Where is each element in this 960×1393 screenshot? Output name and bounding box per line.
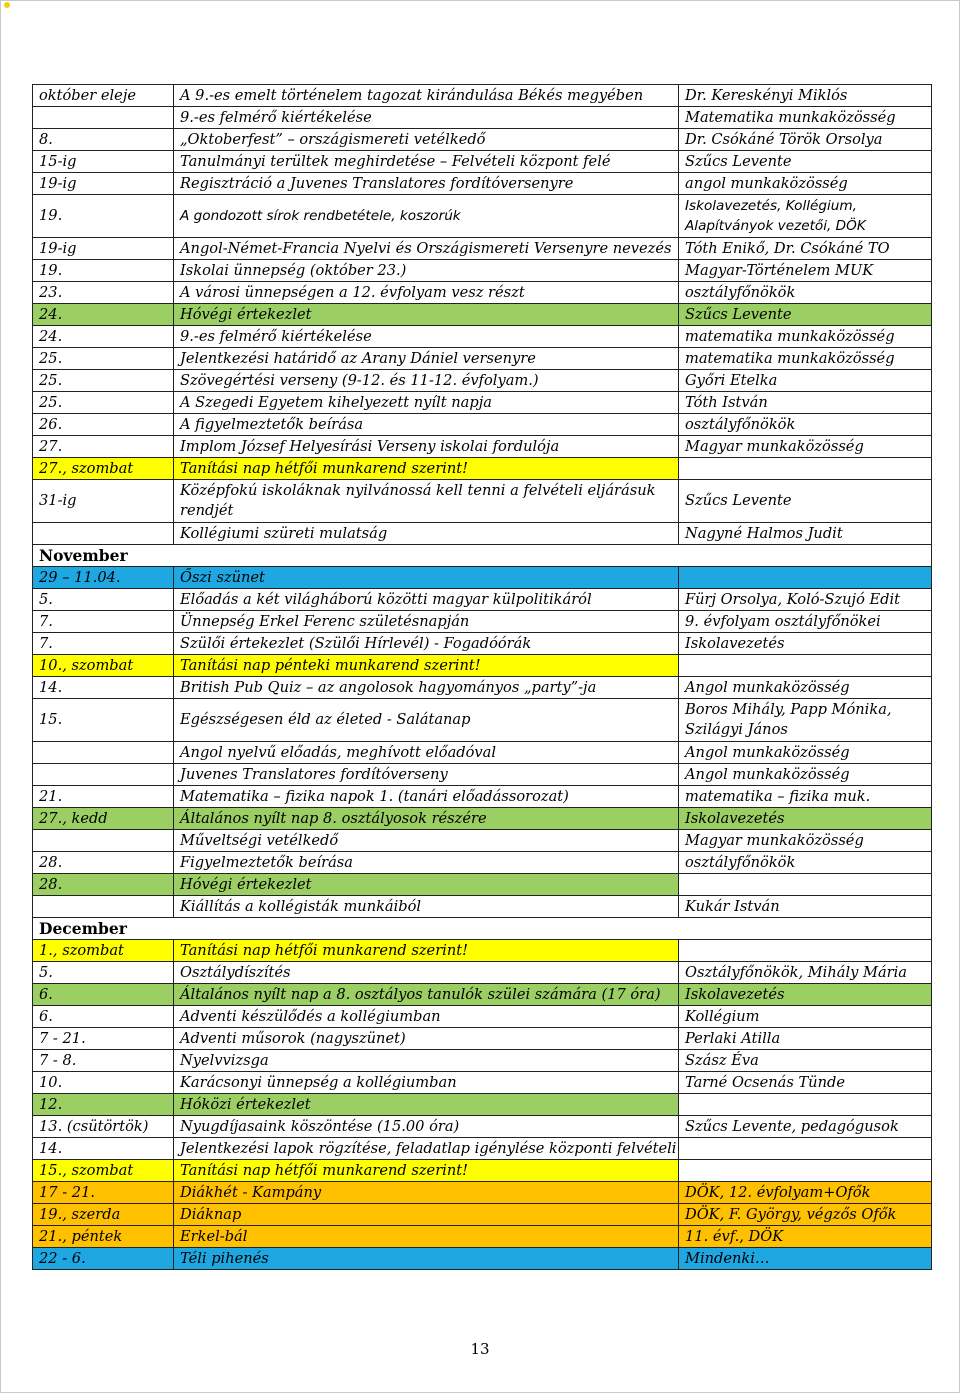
responsible-cell: Szűcs Levente	[679, 480, 932, 523]
event-cell: Ünnepség Erkel Ferenc születésnapján	[174, 611, 679, 633]
date-cell: 13. (csütörtök)	[33, 1116, 174, 1138]
event-cell: Iskolai ünnepség (október 23.)	[174, 260, 679, 282]
event-cell: Nyelvvizsga	[174, 1050, 679, 1072]
responsible-cell: Boros Mihály, Papp Mónika, Szilágyi János	[679, 699, 932, 742]
date-cell: 21.	[33, 786, 174, 808]
event-cell: Hóvégi értekezlet	[174, 874, 679, 896]
table-row	[33, 655, 932, 677]
date-cell: 19., szerda	[33, 1204, 174, 1226]
date-cell	[33, 523, 174, 545]
date-cell: 14.	[33, 677, 174, 699]
date-cell: 5.	[33, 962, 174, 984]
event-cell: Karácsonyi ünnepség a kollégiumban	[174, 1072, 679, 1094]
responsible-cell: Osztályfőnökök, Mihály Mária	[679, 962, 932, 984]
event-cell: Matematika – fizika napok 1. (tanári előadássorozat)	[174, 786, 679, 808]
responsible-cell	[679, 1094, 932, 1116]
table-row	[33, 1050, 932, 1072]
event-cell: Diákhét - Kampány	[174, 1182, 679, 1204]
responsible-cell	[679, 940, 932, 962]
responsible-cell: Dr. Kereskényi Miklós	[679, 85, 932, 107]
event-cell: Tanítási nap hétfői munkarend szerint!	[174, 458, 679, 480]
responsible-cell: Szász Éva	[679, 1050, 932, 1072]
table-row	[33, 238, 932, 260]
table-row	[33, 874, 932, 896]
event-cell: Hóvégi értekezlet	[174, 304, 679, 326]
table-row	[33, 611, 932, 633]
date-cell: 15.	[33, 699, 174, 742]
responsible-cell: Magyar munkaközösség	[679, 830, 932, 852]
table-row	[33, 567, 932, 589]
event-cell: Juvenes Translatores fordítóverseny	[174, 764, 679, 786]
responsible-cell: DÖK, F. György, végzős Ofők	[679, 1204, 932, 1226]
date-cell: 21., péntek	[33, 1226, 174, 1248]
responsible-cell: Iskolavezetés, Kollégium, Alapítványok vezetői, DÖK	[679, 195, 932, 238]
event-cell: Téli pihenés	[174, 1248, 679, 1270]
event-cell: Osztálydíszítés	[174, 962, 679, 984]
event-cell: Jelentkezési lapok rögzítése, feladatlap igénylése központi felvételi	[174, 1138, 679, 1160]
table-row	[33, 151, 932, 173]
table-row	[33, 458, 932, 480]
event-cell: A Szegedi Egyetem kihelyezett nyílt napja	[174, 392, 679, 414]
event-cell: 9.-es felmérő kiértékelése	[174, 326, 679, 348]
event-cell: Angol nyelvű előadás, meghívott előadóval	[174, 742, 679, 764]
responsible-cell: angol munkaközösség	[679, 173, 932, 195]
date-cell: 29 – 11.04.	[33, 567, 174, 589]
responsible-cell: matematika munkaközösség	[679, 326, 932, 348]
event-cell: Szülői értekezlet (Szülői Hírlevél) - Fogadóórák	[174, 633, 679, 655]
date-cell: 12.	[33, 1094, 174, 1116]
date-cell: 7.	[33, 611, 174, 633]
date-cell: 24.	[33, 326, 174, 348]
table-row	[33, 786, 932, 808]
table-row	[33, 1094, 932, 1116]
table-row	[33, 348, 932, 370]
event-cell: A 9.-es emelt történelem tagozat kirándulása Békés megyében	[174, 85, 679, 107]
responsible-cell: osztályfőnökök	[679, 852, 932, 874]
responsible-cell: Dr. Csókáné Török Orsolya	[679, 129, 932, 151]
event-cell: Adventi készülődés a kollégiumban	[174, 1006, 679, 1028]
table-row	[33, 1182, 932, 1204]
responsible-cell	[679, 567, 932, 589]
table-row	[33, 436, 932, 458]
responsible-cell: Tarné Ocsenás Tünde	[679, 1072, 932, 1094]
table-row	[33, 1116, 932, 1138]
table-row	[33, 852, 932, 874]
event-cell: Általános nyílt nap a 8. osztályos tanulók szülei számára (17 óra)	[174, 984, 679, 1006]
responsible-cell: Mindenki…	[679, 1248, 932, 1270]
date-cell	[33, 107, 174, 129]
responsible-cell: matematika munkaközösség	[679, 348, 932, 370]
event-cell: British Pub Quiz – az angolosok hagyományos „party”-ja	[174, 677, 679, 699]
date-cell: 22 - 6.	[33, 1248, 174, 1270]
responsible-cell: Kukár István	[679, 896, 932, 918]
table-row	[33, 1028, 932, 1050]
date-cell: 10., szombat	[33, 655, 174, 677]
table-row	[33, 962, 932, 984]
event-cell: Műveltségi vetélkedő	[174, 830, 679, 852]
table-row	[33, 1248, 932, 1270]
responsible-cell: Magyar munkaközösség	[679, 436, 932, 458]
responsible-cell: Angol munkaközösség	[679, 677, 932, 699]
table-row	[33, 523, 932, 545]
table-row	[33, 304, 932, 326]
event-cell: Tanítási nap hétfői munkarend szerint!	[174, 1160, 679, 1182]
date-cell	[33, 830, 174, 852]
table-row	[33, 173, 932, 195]
responsible-cell: Fürj Orsolya, Koló-Szujó Edit	[679, 589, 932, 611]
responsible-cell: osztályfőnökök	[679, 414, 932, 436]
table-row	[33, 633, 932, 655]
responsible-cell: matematika – fizika muk.	[679, 786, 932, 808]
month-header: December	[33, 918, 932, 940]
date-cell: 27., kedd	[33, 808, 174, 830]
event-cell: Kiállítás a kollégisták munkáiból	[174, 896, 679, 918]
table-row	[33, 414, 932, 436]
date-cell: 7 - 8.	[33, 1050, 174, 1072]
table-row	[33, 940, 932, 962]
date-cell: 15., szombat	[33, 1160, 174, 1182]
responsible-cell: Tóth Enikő, Dr. Csókáné TO	[679, 238, 932, 260]
event-cell: Erkel-bál	[174, 1226, 679, 1248]
responsible-cell: DÖK, 12. évfolyam+Ofők	[679, 1182, 932, 1204]
event-cell: Regisztráció a Juvenes Translatores fordítóversenyre	[174, 173, 679, 195]
table-row	[33, 742, 932, 764]
responsible-cell: Matematika munkaközösség	[679, 107, 932, 129]
responsible-cell: Perlaki Atilla	[679, 1028, 932, 1050]
date-cell: október eleje	[33, 85, 174, 107]
schedule-table	[32, 84, 932, 1270]
table-row	[33, 326, 932, 348]
table-row	[33, 260, 932, 282]
event-cell: Tanítási nap hétfői munkarend szerint!	[174, 940, 679, 962]
responsible-cell: Szűcs Levente	[679, 151, 932, 173]
date-cell: 28.	[33, 874, 174, 896]
event-cell: Általános nyílt nap 8. osztályosok részére	[174, 808, 679, 830]
table-row	[33, 1226, 932, 1248]
table-row	[33, 282, 932, 304]
table-row	[33, 195, 932, 238]
corner-mark	[4, 2, 10, 8]
responsible-cell: Magyar-Történelem MUK	[679, 260, 932, 282]
date-cell: 25.	[33, 348, 174, 370]
date-cell: 7 - 21.	[33, 1028, 174, 1050]
table-row	[33, 830, 932, 852]
date-cell	[33, 742, 174, 764]
date-cell	[33, 896, 174, 918]
schedule-body	[33, 85, 932, 1270]
event-cell: 9.-es felmérő kiértékelése	[174, 107, 679, 129]
table-row	[33, 1204, 932, 1226]
date-cell: 15-ig	[33, 151, 174, 173]
event-cell: Előadás a két világháború közötti magyar külpolitikáról	[174, 589, 679, 611]
responsible-cell: 9. évfolyam osztályfőnökei	[679, 611, 932, 633]
responsible-cell	[679, 458, 932, 480]
event-cell: Figyelmeztetők beírása	[174, 852, 679, 874]
responsible-cell	[679, 874, 932, 896]
event-cell: Tanítási nap pénteki munkarend szerint!	[174, 655, 679, 677]
event-cell: A figyelmeztetők beírása	[174, 414, 679, 436]
event-cell: A gondozott sírok rendbetétele, koszorúk	[174, 195, 679, 238]
date-cell: 19.	[33, 260, 174, 282]
responsible-cell: Tóth István	[679, 392, 932, 414]
event-cell: Őszi szünet	[174, 567, 679, 589]
table-row	[33, 480, 932, 523]
date-cell: 7.	[33, 633, 174, 655]
event-cell: Jelentkezési határidő az Arany Dániel versenyre	[174, 348, 679, 370]
table-row	[33, 896, 932, 918]
responsible-cell: Szűcs Levente, pedagógusok	[679, 1116, 932, 1138]
date-cell: 31-ig	[33, 480, 174, 523]
table-row	[33, 1072, 932, 1094]
responsible-cell	[679, 1160, 932, 1182]
event-cell: Tanulmányi terültek meghirdetése – Felvételi központ felé	[174, 151, 679, 173]
responsible-cell: Iskolavezetés	[679, 808, 932, 830]
event-cell: Kollégiumi szüreti mulatság	[174, 523, 679, 545]
responsible-cell: Szűcs Levente	[679, 304, 932, 326]
responsible-cell: Győri Etelka	[679, 370, 932, 392]
event-cell: Középfokú iskoláknak nyilvánossá kell tenni a felvételi eljárásuk rendjét	[174, 480, 679, 523]
table-row	[33, 808, 932, 830]
date-cell: 23.	[33, 282, 174, 304]
table-row	[33, 1160, 932, 1182]
date-cell: 24.	[33, 304, 174, 326]
date-cell: 5.	[33, 589, 174, 611]
responsible-cell: Iskolavezetés	[679, 984, 932, 1006]
table-row	[33, 1138, 932, 1160]
responsible-cell	[679, 1138, 932, 1160]
table-row	[33, 85, 932, 107]
event-cell: A városi ünnepségen a 12. évfolyam vesz részt	[174, 282, 679, 304]
date-cell: 26.	[33, 414, 174, 436]
date-cell: 17 - 21.	[33, 1182, 174, 1204]
responsible-cell: osztályfőnökök	[679, 282, 932, 304]
date-cell: 14.	[33, 1138, 174, 1160]
date-cell: 28.	[33, 852, 174, 874]
table-row	[33, 589, 932, 611]
date-cell: 6.	[33, 1006, 174, 1028]
table-row	[33, 370, 932, 392]
responsible-cell: 11. évf., DÖK	[679, 1226, 932, 1248]
table-row	[33, 1006, 932, 1028]
event-cell: Angol-Német-Francia Nyelvi és Országismereti Versenyre nevezés	[174, 238, 679, 260]
responsible-cell: Kollégium	[679, 1006, 932, 1028]
event-cell: Szövegértési verseny (9-12. és 11-12. évfolyam.)	[174, 370, 679, 392]
date-cell: 19.	[33, 195, 174, 238]
date-cell: 27., szombat	[33, 458, 174, 480]
table-row	[33, 984, 932, 1006]
date-cell	[33, 764, 174, 786]
event-cell: Implom József Helyesírási Verseny iskolai fordulója	[174, 436, 679, 458]
date-cell: 8.	[33, 129, 174, 151]
date-cell: 19-ig	[33, 173, 174, 195]
date-cell: 10.	[33, 1072, 174, 1094]
event-cell: Egészségesen éld az életed - Salátanap	[174, 699, 679, 742]
event-cell: Diáknap	[174, 1204, 679, 1226]
responsible-cell	[679, 655, 932, 677]
event-cell: „Oktoberfest” – országismereti vetélkedő	[174, 129, 679, 151]
table-row	[33, 129, 932, 151]
date-cell: 19-ig	[33, 238, 174, 260]
responsible-cell: Angol munkaközösség	[679, 742, 932, 764]
event-cell: Hóközi értekezlet	[174, 1094, 679, 1116]
date-cell: 1., szombat	[33, 940, 174, 962]
month-header-row	[33, 545, 932, 567]
responsible-cell: Iskolavezetés	[679, 633, 932, 655]
page-number: 13	[470, 1340, 490, 1358]
table-row	[33, 764, 932, 786]
date-cell: 27.	[33, 436, 174, 458]
responsible-cell: Nagyné Halmos Judit	[679, 523, 932, 545]
table-row	[33, 677, 932, 699]
date-cell: 6.	[33, 984, 174, 1006]
responsible-cell: Angol munkaközösség	[679, 764, 932, 786]
table-row	[33, 392, 932, 414]
month-header: November	[33, 545, 932, 567]
event-cell: Adventi műsorok (nagyszünet)	[174, 1028, 679, 1050]
event-cell: Nyugdíjasaink köszöntése (15.00 óra)	[174, 1116, 679, 1138]
table-row	[33, 699, 932, 742]
date-cell: 25.	[33, 392, 174, 414]
table-row	[33, 107, 932, 129]
date-cell: 25.	[33, 370, 174, 392]
month-header-row	[33, 918, 932, 940]
